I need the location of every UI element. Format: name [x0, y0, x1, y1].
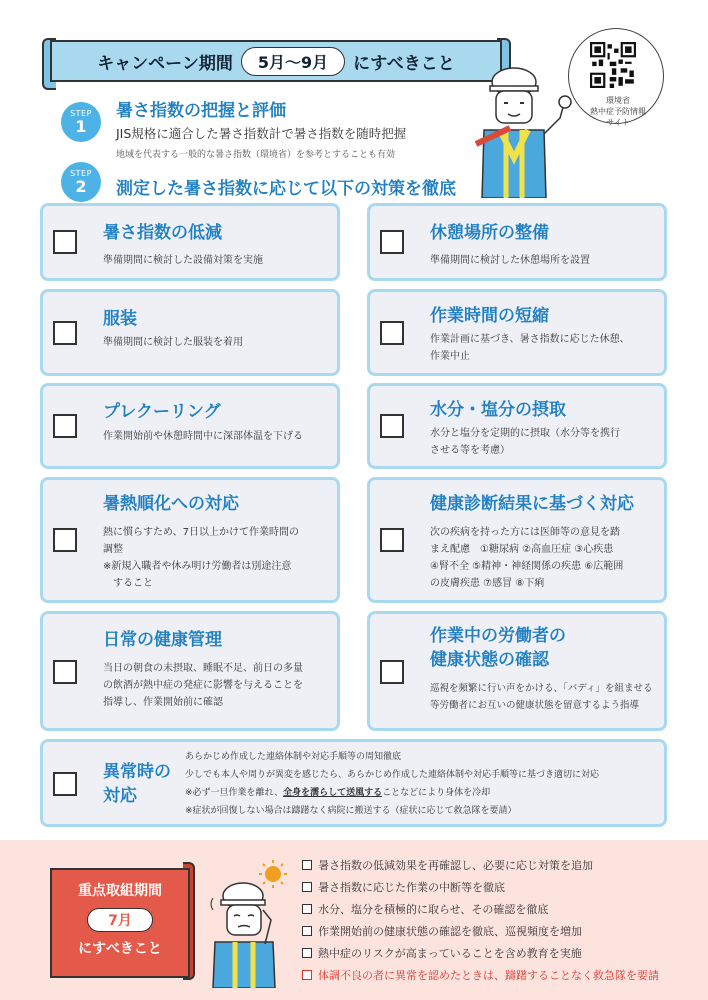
card-body: 巡視を頻繁に行い声をかける、「バディ」を組ませる 等労働者にお互いの健康状態を留意するよう指導: [430, 683, 653, 711]
banner-period: 5月～9月: [241, 47, 345, 76]
checkbox[interactable]: [380, 660, 404, 684]
checkbox-icon[interactable]: [302, 860, 312, 870]
qr-label: 環境省 熱中症予防情報 サイト: [590, 96, 646, 127]
checkbox-icon[interactable]: [302, 948, 312, 958]
checkbox[interactable]: [53, 321, 77, 345]
step1-note: 地域を代表する一般的な暑さ指数（環境省）を参考とすることも有効: [116, 150, 396, 160]
card-body: 準備期間に検討した服装を着用: [103, 337, 243, 348]
worker-hot-illustration: [205, 858, 300, 988]
card-precooling: [40, 383, 340, 469]
checkbox[interactable]: [380, 321, 404, 345]
card-rest-area: [367, 203, 667, 281]
card-title: 作業時間の短縮: [430, 306, 549, 326]
worker-illustration: [470, 58, 580, 198]
focus-item[interactable]: 暑さ指数に応じた作業の中断等を徹底: [302, 879, 505, 895]
checkbox-icon[interactable]: [302, 926, 312, 936]
card-body: 準備期間に検討した設備対策を実施: [103, 255, 263, 266]
focus-period-banner: [50, 868, 190, 978]
checkbox-icon[interactable]: [302, 904, 312, 914]
focus-item[interactable]: 水分、塩分を積極的に取らせ、その確認を徹底: [302, 901, 548, 917]
card-work-time: [367, 289, 667, 376]
step2-title: 測定した暑さ指数に応じて以下の対策を徹底: [116, 179, 456, 199]
step1-badge: STEP 1: [61, 102, 101, 142]
checkbox-icon[interactable]: [302, 882, 312, 892]
card-body: 当日の朝食の未摂取、睡眠不足、前日の多量 の飲酒が熱中症の発症に影響を与えることを 指導し、作業開始前に確認: [103, 663, 303, 708]
checkbox-icon[interactable]: [302, 970, 312, 980]
card-title: 作業中の労働者の 健康状態の確認: [430, 626, 566, 670]
card-body: あらかじめ作成した連絡体制や対応手順等の周知徹底 少しでも本人や周りが異変を感じたら、あらかじめ作成した連絡体制や対応手順等に基づき適切に対応 ※必ず一旦作業を離れ、全身を濡らして送風することなどにより身体を冷却 ※症状が回復しない場合は躊躇なく病院に搬送する（症状に応じて救急隊を要請）: [185, 752, 600, 816]
checkbox[interactable]: [53, 772, 77, 796]
focus-suffix: にすべきこと: [78, 941, 162, 957]
banner-prefix: キャンペーン期間: [97, 53, 233, 74]
card-heat-index-reduction: [40, 203, 340, 281]
focus-month: 7月: [87, 908, 153, 932]
card-title: 日常の健康管理: [103, 630, 222, 650]
card-body: 作業開始前や休憩時間中に深部体温を下げる: [103, 431, 303, 442]
card-hydration: [367, 383, 667, 469]
card-title: 服装: [103, 309, 137, 329]
checkbox[interactable]: [380, 414, 404, 438]
qr-code-icon[interactable]: [590, 42, 636, 88]
sun-icon: [259, 860, 287, 888]
emphasis-text: 全身を濡らして送風する: [283, 788, 383, 798]
card-title: 水分・塩分の摂取: [430, 400, 566, 420]
banner-suffix: にすべきこと: [353, 53, 455, 74]
card-body: 準備期間に検討した休憩場所を設置: [430, 255, 590, 266]
card-title: プレクーリング: [103, 402, 221, 422]
checkbox[interactable]: [53, 414, 77, 438]
card-title: 暑さ指数の低減: [103, 223, 222, 243]
card-title: 異常時の 対応: [103, 762, 171, 806]
card-body: 水分と塩分を定期的に摂取（水分等を携行 させる等を考慮）: [430, 428, 620, 456]
focus-item[interactable]: 熱中症のリスクが高まっていることを含め教育を実施: [302, 945, 582, 961]
card-body: 熱に慣らすため、7日以上かけて作業時間の 調整 ※新規入職者や休み明け労働者は別途注意 すること: [103, 527, 299, 589]
step1-title: 暑さ指数の把握と評価: [116, 101, 286, 121]
card-clothing: [40, 289, 340, 376]
focus-item[interactable]: 作業開始前の健康状態の確認を徹底、巡視頻度を増加: [302, 923, 582, 939]
card-worker-condition: [367, 611, 667, 731]
card-body: 次の疾病を持った方には医師等の意見を踏 まえ配慮 ①糖尿病 ②高血圧症 ③心疾患 ④腎不全 ⑤精神・神経関係の疾患 ⑥広範囲 の皮膚疾患 ⑦感冒 ⑧下痢: [430, 527, 624, 589]
checkbox[interactable]: [53, 660, 77, 684]
campaign-banner: [50, 40, 502, 82]
card-acclimatization: [40, 477, 340, 603]
card-health-checkup: [367, 477, 667, 603]
step2-badge: STEP 2: [61, 162, 101, 202]
card-title: 健康診断結果に基づく対応: [430, 494, 634, 514]
checkbox[interactable]: [380, 528, 404, 552]
card-title: 暑熱順化への対応: [103, 494, 239, 514]
step1-description: JIS規格に適合した暑さ指数計で暑さ指数を随時把握: [116, 126, 407, 141]
checkbox[interactable]: [380, 230, 404, 254]
card-daily-health: [40, 611, 340, 731]
card-body: 作業計画に基づき、暑さ指数に応じた休憩、 作業中止: [430, 334, 630, 362]
card-abnormal-response: [40, 739, 667, 827]
checkbox[interactable]: [53, 528, 77, 552]
focus-item-urgent[interactable]: 体調不良の者に異常を認めたときは、躊躇することなく救急隊を要請: [302, 967, 659, 983]
focus-item[interactable]: 暑さ指数の低減効果を再確認し、必要に応じ対策を追加: [302, 857, 593, 873]
focus-title: 重点取組期間: [78, 883, 162, 899]
checkbox[interactable]: [53, 230, 77, 254]
card-title: 休憩場所の整備: [430, 223, 549, 243]
